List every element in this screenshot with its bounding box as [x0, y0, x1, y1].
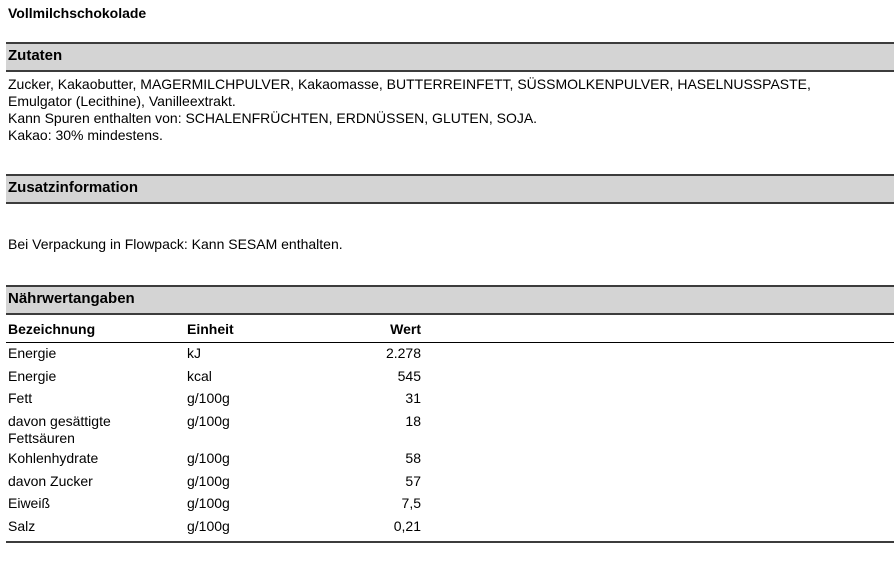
nutrient-unit: g/100g — [187, 495, 230, 511]
nutrient-value: 31 — [405, 390, 421, 406]
nutrient-unit: g/100g — [187, 390, 230, 406]
nutrient-name: Energie — [8, 345, 57, 361]
nutrient-unit: g/100g — [187, 518, 230, 534]
nutrition-header — [6, 285, 894, 315]
nutrient-value: 0,21 — [393, 518, 421, 534]
ingredients-text — [8, 76, 811, 144]
additional-info-header — [6, 174, 894, 204]
column-header-unit: Einheit — [187, 321, 234, 337]
nutrient-name: Fett — [8, 390, 33, 406]
nutrient-unit: g/100g — [187, 450, 230, 466]
nutrient-name: davon gesättigte Fettsäuren — [8, 413, 111, 446]
nutrient-unit: kJ — [187, 345, 201, 361]
nutrient-value: 545 — [397, 368, 421, 384]
allergen-trace-line: Kann Spuren enthalten von: SCHALENFRÜCHTEN, ERDNÜSSEN, GLUTEN, SOJA. — [8, 110, 538, 126]
additional-info-heading: Zusatzinformation — [8, 179, 138, 196]
nutrient-unit: kcal — [187, 368, 212, 384]
ingredients-header — [6, 42, 894, 72]
nutrient-value: 2.278 — [385, 345, 421, 361]
cocoa-content-line: Kakao: 30% mindestens. — [8, 127, 163, 143]
nutrient-name: Kohlenhydrate — [8, 450, 99, 466]
nutrient-value: 58 — [405, 450, 421, 466]
nutrient-value: 57 — [405, 473, 421, 489]
ingredients-line: Zucker, Kakaobutter, MAGERMILCHPULVER, Kakaomasse, BUTTERREINFETT, SÜSSMOLKENPULVER, HASELNUSSPASTE, — [8, 76, 811, 92]
nutrient-value: 7,5 — [401, 495, 421, 511]
nutrition-heading: Nährwertangaben — [8, 290, 135, 307]
nutrient-name: Salz — [8, 518, 36, 534]
nutrient-unit: g/100g — [187, 473, 230, 489]
nutrient-unit: g/100g — [187, 413, 230, 429]
column-header-value: Wert — [390, 321, 421, 337]
ingredients-line: Emulgator (Lecithine), Vanilleextrakt. — [8, 93, 236, 109]
ingredients-heading: Zutaten — [8, 47, 63, 64]
table-bottom-divider — [6, 541, 894, 543]
product-title: Vollmilchschokolade — [8, 5, 147, 21]
nutrition-table-header — [6, 319, 894, 343]
nutrition-table — [6, 319, 894, 534]
nutrient-name: davon Zucker — [8, 473, 93, 489]
nutrient-name: Eiweiß — [8, 495, 51, 511]
additional-info-text — [8, 236, 343, 253]
additional-info-line: Bei Verpackung in Flowpack: Kann SESAM enthalten. — [8, 236, 343, 252]
nutrient-name: Energie — [8, 368, 57, 384]
column-header-name: Bezeichnung — [8, 321, 96, 337]
nutrient-value: 18 — [405, 413, 421, 429]
